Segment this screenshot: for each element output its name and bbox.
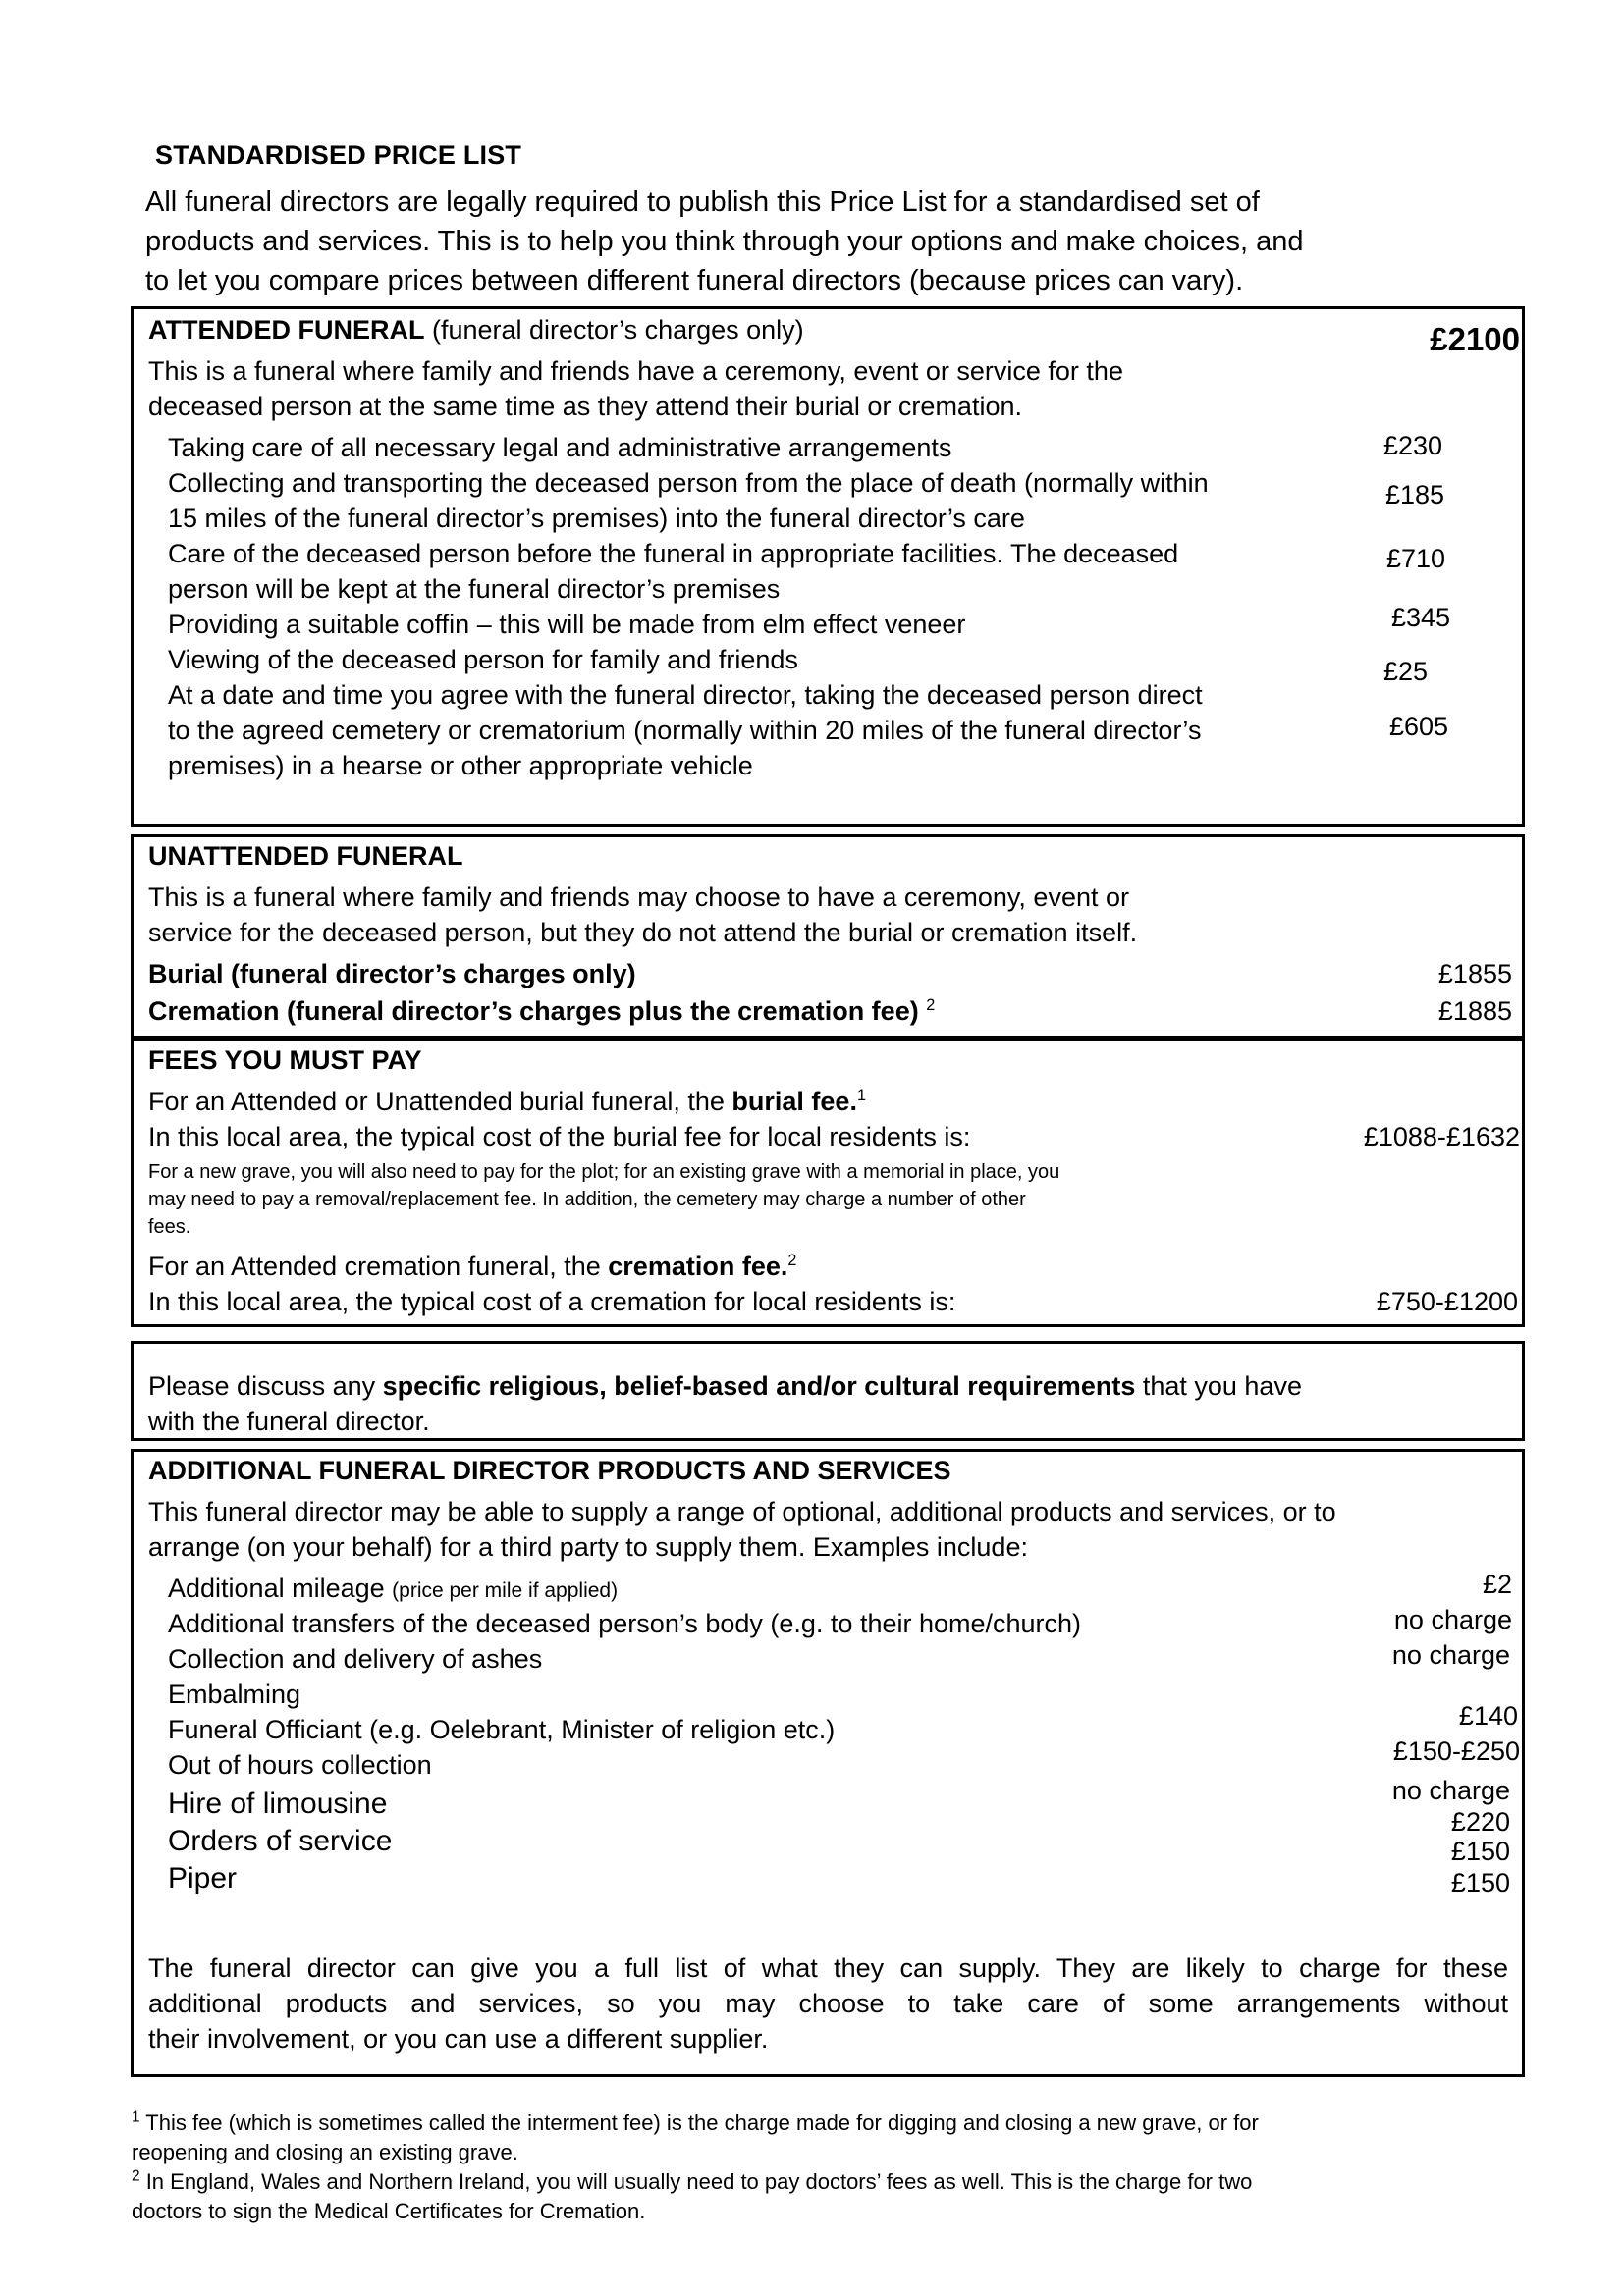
attended-item-label: Collecting and transporting the deceased person from the place of death (normally within xyxy=(168,468,1209,498)
footnote-number: 1 xyxy=(132,2109,140,2126)
footnote-ref: 2 xyxy=(926,996,936,1014)
additional-item-price: no charge xyxy=(1393,1605,1512,1634)
fees-section xyxy=(131,1039,1525,1327)
page-title: STANDARDISED PRICE LIST xyxy=(155,140,522,170)
additional-item-price: £150 xyxy=(1450,1837,1510,1866)
footnote-ref: 2 xyxy=(787,1252,797,1269)
additional-services-section xyxy=(131,1449,1525,2077)
additional-item-label: Piper xyxy=(168,1862,238,1895)
additional-item-label: Orders of service xyxy=(168,1825,393,1857)
intro-line: to let you compare prices between different funeral directors (because prices can vary). xyxy=(145,265,1244,296)
fees-burial-cost: £1088-£1632 xyxy=(1363,1122,1520,1151)
fees-cremation-cost: £750-£1200 xyxy=(1376,1287,1518,1316)
intro-paragraph xyxy=(145,183,1540,300)
burial-fee-term: burial fee. xyxy=(731,1087,857,1116)
additional-item-label: Hire of limousine xyxy=(168,1788,388,1820)
fees-heading: FEES YOU MUST PAY xyxy=(148,1045,422,1075)
attended-desc-line: This is a funeral where family and friends have a ceremony, event or service for the xyxy=(148,356,1123,386)
intro-line: products and services. This is to help you think through your options and make choices, and xyxy=(145,226,1304,257)
attended-item-label: to the agreed cemetery or crematorium (normally within 20 miles of the funeral director’s xyxy=(168,716,1202,745)
additional-item-price: £140 xyxy=(1458,1701,1518,1731)
item-note: (price per mile if applied) xyxy=(392,1579,619,1602)
attended-funeral-section xyxy=(131,306,1525,827)
attended-desc-line: deceased person at the same time as they attend their burial or cremation. xyxy=(148,392,1022,421)
requirements-line xyxy=(148,1371,1302,1402)
additional-item-label: Out of hours collection xyxy=(168,1750,432,1780)
additional-item-price: £2 xyxy=(1482,1570,1512,1599)
requirements-pre: Please discuss any xyxy=(148,1371,383,1401)
closing-line: The funeral director can give you a full list of what they can supply. They are likely to charge for these xyxy=(148,1953,1508,1983)
requirements-line: with the funeral director. xyxy=(148,1407,430,1436)
attended-item-price: £710 xyxy=(1386,544,1446,573)
additional-closing-paragraph xyxy=(148,1950,1508,2056)
fees-cremation-intro xyxy=(148,1252,796,1282)
attended-item-label: 15 miles of the funeral director’s premises) into the funeral director’s care xyxy=(168,504,1025,533)
unattended-desc-line: This is a funeral where family and friends may choose to have a ceremony, event or xyxy=(148,882,1129,912)
unattended-desc-line: service for the deceased person, but they do not attend the burial or cremation itself. xyxy=(148,918,1138,947)
additional-item-label: Additional transfers of the deceased person’s body (e.g. to their home/church) xyxy=(168,1609,1082,1638)
additional-item-label: Collection and delivery of ashes xyxy=(168,1644,543,1674)
attended-item-price: £185 xyxy=(1385,480,1445,509)
footnote-ref: 1 xyxy=(856,1087,866,1104)
additional-item-label xyxy=(168,1574,618,1604)
unattended-funeral-section xyxy=(131,834,1525,1039)
attended-item-label: Providing a suitable coffin – this will be made from elm effect veneer xyxy=(168,610,966,639)
additional-item-price: £220 xyxy=(1450,1807,1510,1837)
attended-item-label: person will be kept at the funeral director’s premises xyxy=(168,574,781,604)
requirements-section xyxy=(131,1341,1525,1441)
additional-item-price: £150-£250 xyxy=(1392,1736,1520,1766)
fees-burial-note: For a new grave, you will also need to pay for the plot; for an existing grave with a memorial in place, you xyxy=(148,1161,1060,1183)
additional-item-price: no charge xyxy=(1391,1776,1510,1805)
footnote-1 xyxy=(132,2109,1506,2167)
additional-heading: ADDITIONAL FUNERAL DIRECTOR PRODUCTS AND SERVICES xyxy=(148,1456,951,1485)
attended-heading xyxy=(148,315,804,346)
item-label: Additional mileage xyxy=(168,1574,385,1603)
requirements-post: that you have xyxy=(1135,1371,1302,1401)
intro-line: All funeral directors are legally required to publish this Price List for a standardised set of xyxy=(145,187,1260,218)
attended-heading-note: (funeral director’s charges only) xyxy=(424,315,804,345)
attended-heading-bold: ATTENDED FUNERAL xyxy=(148,315,425,345)
attended-item-label: Viewing of the deceased person for family and friends xyxy=(168,645,798,674)
attended-item-label: Taking care of all necessary legal and administrative arrangements xyxy=(168,433,952,462)
attended-item-label: premises) in a hearse or other appropriate vehicle xyxy=(168,751,753,780)
footnote-text: This fee (which is sometimes called the interment fee) is the charge made for digging and closing a new grave, or for xyxy=(145,2110,1259,2135)
fees-burial-note: may need to pay a removal/replacement fee. In addition, the cemetery may charge a number of other xyxy=(148,1189,1026,1210)
attended-item-price: £605 xyxy=(1389,712,1449,741)
unattended-heading: UNATTENDED FUNERAL xyxy=(148,841,463,871)
cremation-intro-text: For an Attended cremation funeral, the xyxy=(148,1252,609,1281)
fees-burial-note: fees. xyxy=(148,1216,191,1238)
attended-item-price: £25 xyxy=(1383,657,1429,686)
closing-line: additional products and services, so you may choose to take care of some arrangements without xyxy=(148,1989,1508,2018)
attended-total-price: £2100 xyxy=(1430,321,1520,357)
closing-line: their involvement, or you can use a different supplier. xyxy=(148,2024,769,2054)
additional-item-price: £150 xyxy=(1450,1868,1510,1897)
unattended-cremation-price: £1885 xyxy=(1437,996,1512,1026)
cremation-label-text: Cremation (funeral director’s charges plus the cremation fee) xyxy=(148,996,919,1026)
additional-desc-line: This funeral director may be able to supply a range of optional, additional products and services, or to xyxy=(148,1497,1336,1526)
fees-burial-intro xyxy=(148,1087,866,1117)
additional-item-price: no charge xyxy=(1391,1640,1510,1670)
requirements-emphasis: specific religious, belief-based and/or cultural requirements xyxy=(382,1371,1136,1401)
footnote-line xyxy=(132,2167,1506,2197)
footnote-number: 2 xyxy=(132,2167,140,2185)
additional-desc-line: arrange (on your behalf) for a third party to supply them. Examples include: xyxy=(148,1532,1028,1562)
burial-intro-text: For an Attended or Unattended burial funeral, the xyxy=(148,1087,732,1116)
attended-item-price: £230 xyxy=(1383,431,1443,460)
attended-item-label: At a date and time you agree with the funeral director, taking the deceased person direct xyxy=(168,680,1203,710)
footnote-line xyxy=(132,2109,1506,2138)
attended-item-label: Care of the deceased person before the funeral in appropriate facilities. The deceased xyxy=(168,539,1179,568)
fees-burial-cost-label: In this local area, the typical cost of the burial fee for local residents is: xyxy=(148,1122,971,1151)
additional-item-label: Embalming xyxy=(168,1680,301,1709)
footnote-text: In England, Wales and Northern Ireland, you will usually need to pay doctors’ fees as well. This is the charge for two xyxy=(145,2169,1253,2194)
cremation-fee-term: cremation fee. xyxy=(608,1252,788,1281)
unattended-burial-label: Burial (funeral director’s charges only) xyxy=(148,959,636,988)
footnote-line: doctors to sign the Medical Certificates for Cremation. xyxy=(132,2199,646,2223)
additional-item-label: Funeral Officiant (e.g. Oelebrant, Minister of religion etc.) xyxy=(168,1715,836,1744)
unattended-burial-price: £1855 xyxy=(1437,959,1512,988)
footnote-line: reopening and closing an existing grave. xyxy=(132,2140,518,2164)
attended-item-price: £345 xyxy=(1391,603,1451,632)
unattended-cremation-label xyxy=(148,996,935,1027)
fees-cremation-cost-label: In this local area, the typical cost of a cremation for local residents is: xyxy=(148,1287,956,1316)
footnote-2 xyxy=(132,2167,1506,2226)
